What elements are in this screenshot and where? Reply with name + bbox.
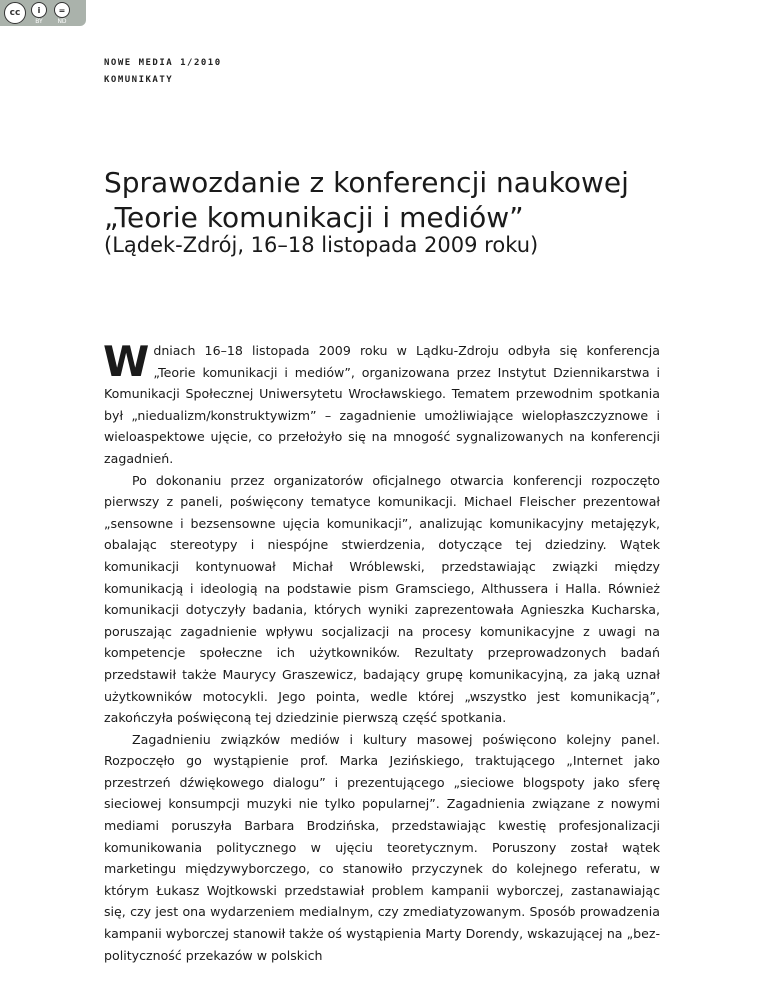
no-derivatives-label: ND bbox=[57, 18, 67, 25]
creative-commons-icon: cc bbox=[4, 2, 26, 24]
article-title-line2: „Teorie komunikacji i mediów” bbox=[104, 201, 524, 234]
paragraph-3: Zagadnieniu związków mediów i kultury masowej poświęcono kolejny panel. Rozpoczęło go wystąpienie prof. Marka Jezińskiego, traktującego „Internet jako przestrzeń dźwiękowego dialogu” i prezentującego „sieciowe blogspoty jako sferę sieciowej konsumpcji muzyki nie tylko popularnej”. Zagadnienia związane z nowymi mediami poruszyła Barbara Brodzińska, przedstawiając kwestię profesjonalizacji komunikowania politycznego w ujęciu teoretycznym. Poruszony został wątek marketingu międzywyborczego, co stanowiło przyczynek do kolejnego referatu, w którym Łukasz Wojtkowski przedstawiał problem kampanii wyborczej, zastanawiając się, czy jest ona wydarzeniem medialnym, czy zmediatyzowanym. Sposób prowadzenia kampanii wyborczej stanowił także oś wystąpienia Marty Dorendy, wskazującej na „bez-polityczność przekazów w polskich bbox=[104, 731, 660, 963]
no-derivatives-glyph: = bbox=[54, 2, 70, 18]
paragraph-1-text: dniach 16–18 listopada 2009 roku w Lądku-Zdroju odbyła się konferencja „Teorie komunikacji i mediów”, organizowana przez Instytut Dziennikarstwa i Komunikacji Społecznej Uniwersytetu Wrocławskiego. Tematem przewodnim spotkania był „niedualizm/konstruktywizm” – zagadnienie umożliwiające wielopłaszczyznowe i wieloaspektowe ujęcie, co przełożyło się na mnogość sygnalizowanych na konferencji zagadnień. bbox=[104, 343, 660, 466]
drop-cap: W bbox=[103, 337, 150, 386]
running-head bbox=[104, 55, 222, 89]
article-title-line1: Sprawozdanie z konferencji naukowej bbox=[104, 166, 629, 199]
attribution-label: BY bbox=[35, 18, 43, 25]
article-body bbox=[103, 337, 660, 966]
paragraph-2: Po dokonaniu przez organizatorów oficjalnego otwarcia konferencji rozpoczęto pierwszy z paneli, poświęcony tematyce komunikacji. Michael Fleischer prezentował „sensowne i bezsensowne ujęcia komunikacji”, analizując komunikacyjny metajęzyk, obalając stereotypy i niespójne stwierdzenia, dotyczące tej dziedziny. Wątek komunikacji kontynuował Michał Wróblewski, przedstawiając związki między komunikacją i ideologią na podstawie pism Gramsciego, Althussera i Halla. Również komunikacji dotyczyły badania, których wyniki zaprezentowała Agnieszka Kucharska, poruszając zagadnienie wpływu socjalizacji na procesy komunikacyjne z uwagi na kompetencje społeczne ich użytkowników. Rezultaty przeprowadzonych badań przedstawił także Maurycy Graszewicz, badający grupę komunikacyjną, za jaką uznał użytkowników motocykli. Jego pointa, wedle której „wszystko jest komunikacją”, zakończyła poświęconą tej dziedzinie pierwszą część spotkania. bbox=[104, 472, 660, 726]
article-subtitle: (Lądek-Zdrój, 16–18 listopada 2009 roku) bbox=[104, 233, 539, 257]
attribution-icon bbox=[29, 2, 49, 25]
cc-license-badge bbox=[0, 0, 86, 26]
no-derivatives-icon bbox=[52, 2, 72, 25]
article-title bbox=[104, 165, 704, 235]
attribution-glyph: i bbox=[31, 2, 47, 18]
section-name: KOMUNIKATY bbox=[104, 75, 174, 85]
journal-name: NOWE MEDIA 1/2010 bbox=[104, 58, 222, 68]
paragraph-1 bbox=[103, 337, 660, 470]
